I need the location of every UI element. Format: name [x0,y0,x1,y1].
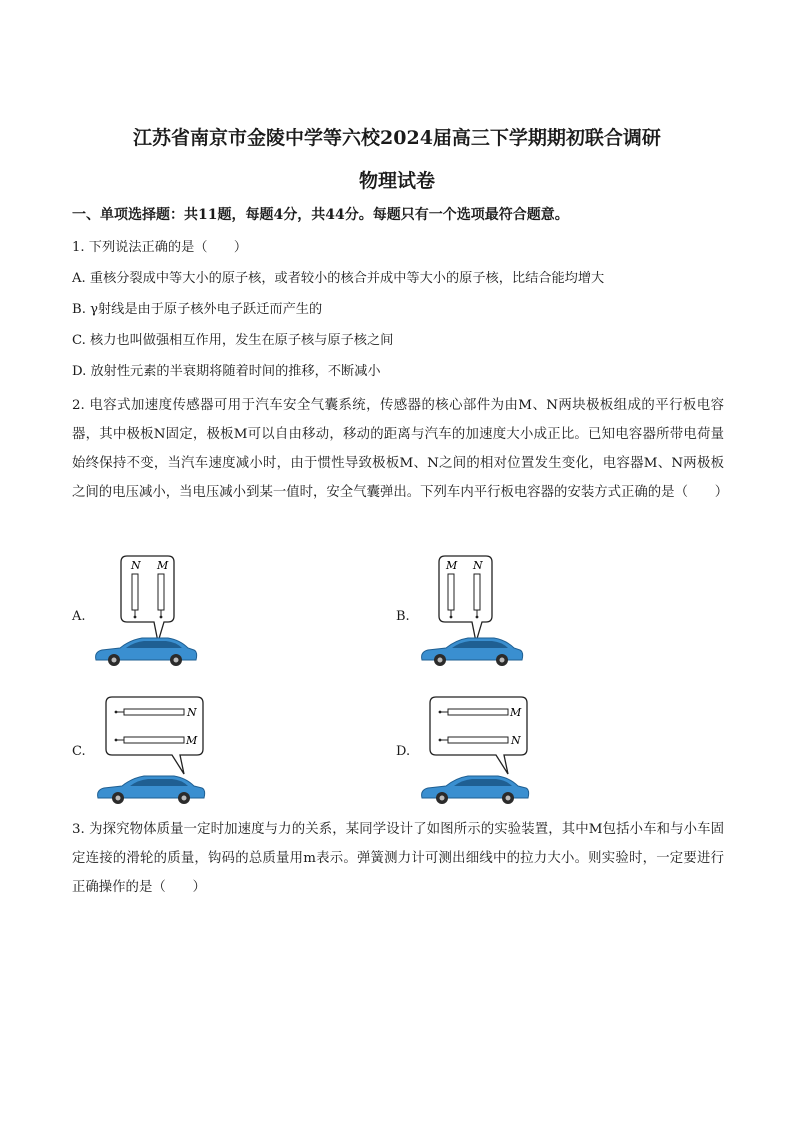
q3-stem: 3. 为探究物体质量一定时加速度与力的关系，某同学设计了如图所示的实验装置，其中M包括小车和与小车固定连接的滑轮的质量，钩码的总质量用m表示。弹簧测力计可测出细线中的拉力大小。则实验时，一定要进行正确操作的是（ ） [72,822,724,895]
plate-label-2: M [186,734,198,747]
q2-option-c-figure [92,694,212,810]
q2-stem: 2. 电容式加速度传感器可用于汽车安全气囊系统，传感器的核心部件为由M、N两块极板组成的平行板电容器，其中极板N固定，极板M可以自由移动，移动的距离与汽车的加速度大小成正比。已知电容器所带电荷量始终保持不变，当汽车速度减小时，由于惯性导致极板M、N之间的相对位置发生变化，电容器M、N两极板之间的电压减小，当电压减小到某一值时，安全气囊弹出。下列车内平行板电容器的安装方式正确的是（ ） [72,398,729,500]
q2-option-a-figure [90,552,200,676]
section-heading: 一、单项选择题：共11题，每题4分，共44分。每题只有一个选项最符合题意。 [72,207,569,223]
car-icon [422,638,523,666]
q1-stem: 1. 下列说法正确的是（ ） [72,240,248,255]
q2-option-b-figure [418,552,528,676]
plate-label-1: M [510,706,522,719]
plate-label-2: N [473,559,483,572]
car-icon [98,776,205,804]
q2-option-c-label: C. [72,744,86,759]
q2-option-a-label: A. [72,609,86,624]
q2-option-d-label: D. [396,744,411,759]
plate-label-1: N [131,559,141,572]
q2-option-b-label: B. [396,609,410,624]
car-icon [422,776,529,804]
plate-label-1: M [446,559,458,572]
q1-option-c: C. 核力也叫做强相互作用，发生在原子核与原子核之间 [72,333,394,348]
plate-label-1: N [187,706,197,719]
q1-option-d: D. 放射性元素的半衰期将随着时间的推移，不断减小 [72,364,381,379]
q1-option-b: B. γ射线是由于原子核外电子跃迁而产生的 [72,302,323,317]
page-subtitle: 物理试卷 [358,170,435,192]
q2-option-d-figure [416,694,536,810]
plate-label-2: N [511,734,521,747]
plate-label-2: M [157,559,169,572]
page-title: 江苏省南京市金陵中学等六校2024届高三下学期期初联合调研 [133,127,661,149]
q1-option-a: A. 重核分裂成中等大小的原子核，或者较小的核合并成中等大小的原子核，比结合能均增大 [72,271,605,286]
car-icon [96,638,197,666]
